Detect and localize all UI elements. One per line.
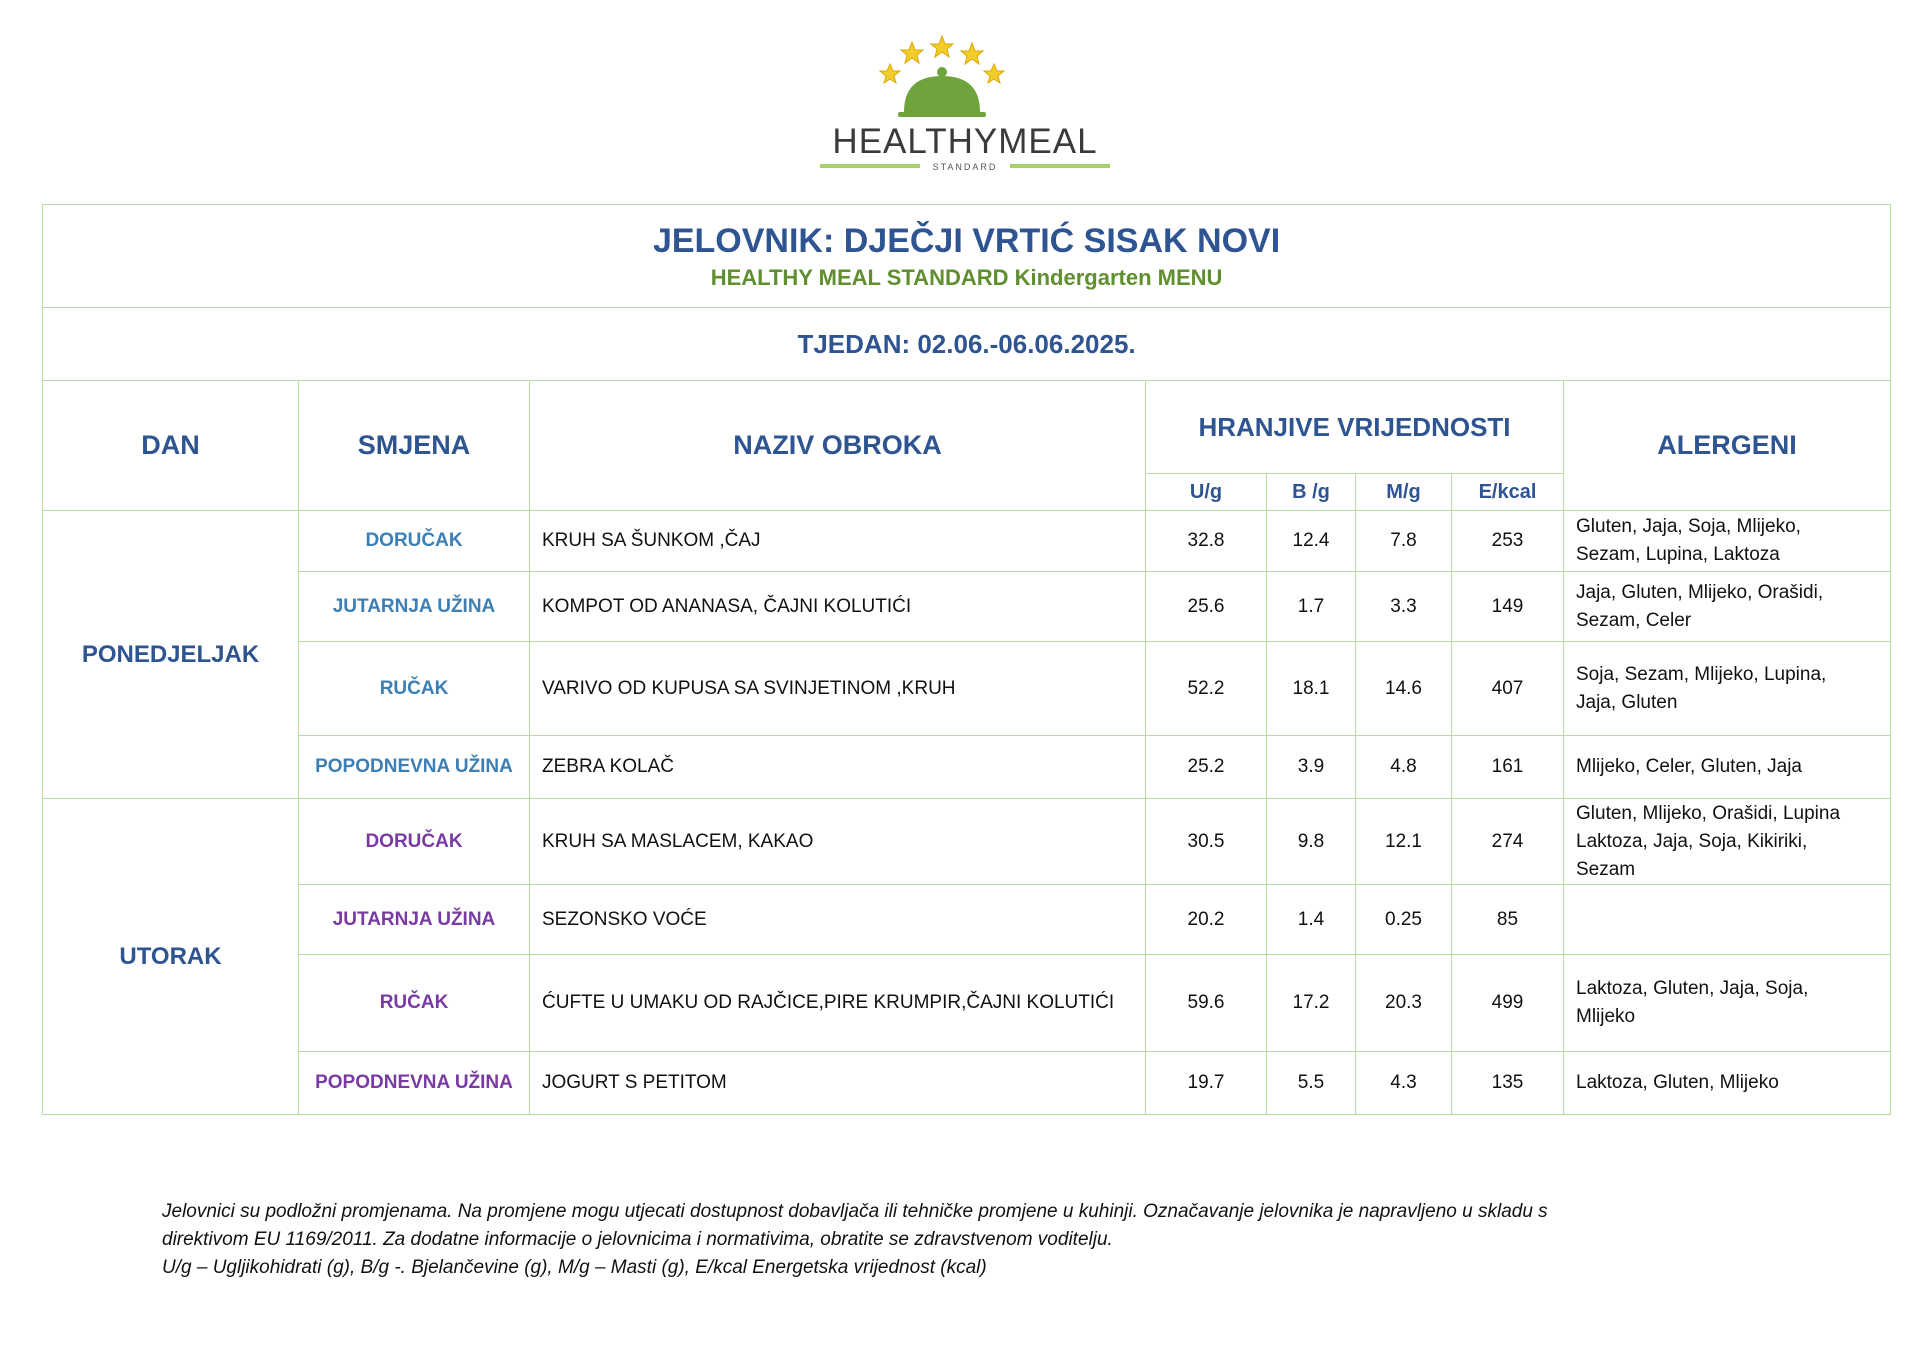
- protein-value: 1.7: [1267, 572, 1356, 642]
- footer-notes: [162, 1198, 1782, 1282]
- shift-label: RUČAK: [299, 955, 530, 1052]
- meal-name: ĆUFTE U UMAKU OD RAJČICE,PIRE KRUMPIR,ČAJNI KOLUTIĆI: [530, 955, 1146, 1052]
- allergens: Laktoza, Gluten, Mlijeko: [1564, 1052, 1891, 1115]
- protein-value: 18.1: [1267, 642, 1356, 736]
- carbs-value: 59.6: [1146, 955, 1267, 1052]
- protein-value: 1.4: [1267, 885, 1356, 955]
- energy-value: 499: [1452, 955, 1564, 1052]
- day-monday: PONEDJELJAK: [43, 511, 299, 799]
- col-header-meal: NAZIV OBROKA: [530, 381, 1146, 511]
- shift-label: JUTARNJA UŽINA: [299, 572, 530, 642]
- fat-value: 12.1: [1356, 799, 1452, 885]
- healthymeal-logo: [820, 34, 1110, 174]
- carbs-value: 20.2: [1146, 885, 1267, 955]
- week-label: TJEDAN: 02.06.-06.06.2025.: [43, 308, 1891, 381]
- energy-value: 161: [1452, 736, 1564, 799]
- fat-value: 3.3: [1356, 572, 1452, 642]
- star-icon: [880, 64, 900, 83]
- unit-carbs: U/g: [1146, 474, 1267, 511]
- fat-value: 14.6: [1356, 642, 1452, 736]
- carbs-value: 52.2: [1146, 642, 1267, 736]
- protein-value: 3.9: [1267, 736, 1356, 799]
- meal-name: KOMPOT OD ANANASA, ČAJNI KOLUTIĆI: [530, 572, 1146, 642]
- day-tuesday: UTORAK: [43, 799, 299, 1115]
- carbs-value: 25.2: [1146, 736, 1267, 799]
- carbs-value: 32.8: [1146, 511, 1267, 572]
- fat-value: 7.8: [1356, 511, 1452, 572]
- fat-value: 0.25: [1356, 885, 1452, 955]
- unit-energy: E/kcal: [1452, 474, 1564, 511]
- energy-value: 135: [1452, 1052, 1564, 1115]
- page-title: JELOVNIK: DJEČJI VRTIĆ SISAK NOVI: [652, 222, 1281, 260]
- star-icon: [984, 64, 1004, 83]
- meal-name: KRUH SA ŠUNKOM ,ČAJ: [530, 511, 1146, 572]
- table-row: [43, 799, 1891, 885]
- shift-label: POPODNEVNA UŽINA: [299, 736, 530, 799]
- carbs-value: 25.6: [1146, 572, 1267, 642]
- col-header-nutrition: HRANJIVE VRIJEDNOSTI: [1146, 381, 1564, 474]
- fat-value: 4.8: [1356, 736, 1452, 799]
- cloche-icon: [820, 34, 1110, 129]
- protein-value: 5.5: [1267, 1052, 1356, 1115]
- meal-name: JOGURT S PETITOM: [530, 1052, 1146, 1115]
- allergens: Mlijeko, Celer, Gluten, Jaja: [1564, 736, 1891, 799]
- meal-name: KRUH SA MASLACEM, KAKAO: [530, 799, 1146, 885]
- carbs-value: 30.5: [1146, 799, 1267, 885]
- energy-value: 274: [1452, 799, 1564, 885]
- unit-fat: M/g: [1356, 474, 1452, 511]
- star-icon: [961, 43, 983, 64]
- logo-subtitle: STANDARD: [932, 162, 998, 172]
- allergens: Soja, Sezam, Mlijeko, Lupina, Jaja, Gluten: [1564, 642, 1891, 736]
- table-row: [43, 511, 1891, 572]
- allergens: Gluten, Jaja, Soja, Mlijeko, Sezam, Lupina, Laktoza: [1564, 511, 1891, 572]
- note-line: Jelovnici su podložni promjenama. Na promjene mogu utjecati dostupnost dobavljača ili tehničke promjene u kuhinji. Označavanje jelovnika je napravljeno u skladu s: [162, 1201, 1548, 1222]
- col-header-allergens: ALERGENI: [1564, 381, 1891, 511]
- table-row: [43, 736, 1891, 799]
- page-subtitle: HEALTHY MEAL STANDARD Kindergarten MENU: [710, 265, 1223, 290]
- meal-name: VARIVO OD KUPUSA SA SVINJETINOM ,KRUH: [530, 642, 1146, 736]
- shift-label: RUČAK: [299, 642, 530, 736]
- allergens: [1564, 885, 1891, 955]
- table-row: [43, 955, 1891, 1052]
- shift-label: DORUČAK: [299, 511, 530, 572]
- note-line: direktivom EU 1169/2011. Za dodatne informacije o jelovnicima i normativima, obratite se zdravstvenom voditelju.: [162, 1229, 1113, 1250]
- meal-name: SEZONSKO VOĆE: [530, 885, 1146, 955]
- carbs-value: 19.7: [1146, 1052, 1267, 1115]
- fat-value: 4.3: [1356, 1052, 1452, 1115]
- shift-label: DORUČAK: [299, 799, 530, 885]
- shift-label: JUTARNJA UŽINA: [299, 885, 530, 955]
- note-line: U/g – Ugljikohidrati (g), B/g -. Bjelančevine (g), M/g – Masti (g), E/kcal Energetska vrijednost (kcal): [162, 1257, 987, 1278]
- protein-value: 9.8: [1267, 799, 1356, 885]
- star-icon: [931, 36, 953, 57]
- allergens: Jaja, Gluten, Mlijeko, Orašidi, Sezam, Celer: [1564, 572, 1891, 642]
- allergens: Laktoza, Gluten, Jaja, Soja, Mlijeko: [1564, 955, 1891, 1052]
- energy-value: 407: [1452, 642, 1564, 736]
- table-row: [43, 885, 1891, 955]
- energy-value: 253: [1452, 511, 1564, 572]
- table-row: [43, 642, 1891, 736]
- protein-value: 17.2: [1267, 955, 1356, 1052]
- energy-value: 85: [1452, 885, 1564, 955]
- star-icon: [901, 42, 923, 63]
- title-block: [43, 205, 1891, 308]
- protein-value: 12.4: [1267, 511, 1356, 572]
- unit-protein: B /g: [1267, 474, 1356, 511]
- table-row: [43, 1052, 1891, 1115]
- energy-value: 149: [1452, 572, 1564, 642]
- shift-label: POPODNEVNA UŽINA: [299, 1052, 530, 1115]
- allergens: Gluten, Mlijeko, Orašidi, Lupina Laktoza, Jaja, Soja, Kikiriki, Sezam: [1564, 799, 1891, 885]
- logo-title: HEALTHYMEAL: [832, 122, 1098, 161]
- fat-value: 20.3: [1356, 955, 1452, 1052]
- col-header-shift: SMJENA: [299, 381, 530, 511]
- menu-table: [42, 204, 1891, 1115]
- meal-name: ZEBRA KOLAČ: [530, 736, 1146, 799]
- col-header-day: DAN: [43, 381, 299, 511]
- table-row: [43, 572, 1891, 642]
